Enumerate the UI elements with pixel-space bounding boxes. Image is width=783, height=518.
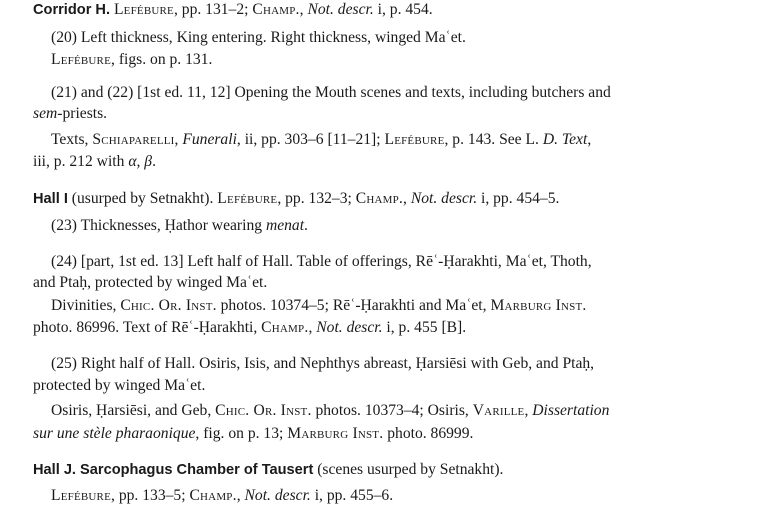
corridor-h-heading [33,0,433,20]
publication-title: sur une stèle pharaonique [33,425,196,442]
scene-text: and Ptaḥ, protected by winged Maʿet. [33,274,268,291]
scene-25-refs-cont [33,424,473,444]
author: Lefébure [384,131,445,148]
ref-text: , [299,1,308,18]
author: Champ. [189,487,237,504]
scene-21-22-refs [51,130,591,150]
ref-text: i, pp. 454–5. [477,190,560,207]
ref-text: Texts, [51,131,93,148]
ref-text: Osiris, Ḥarsiēsi, and Geb, [51,402,216,419]
ref-text: , [524,402,533,419]
publication-title: Not. descr. [307,1,374,18]
ref-text: photos. 10374–5; Rēʿ-Ḥarakhti and Maʿet, [216,297,491,314]
publication-title: D. Text [542,131,588,148]
scene-24 [51,252,592,272]
term: sem [33,105,58,122]
scene-20-refs [51,50,212,70]
author: Marburg Inst. [490,297,587,314]
ref-text: (scenes usurped by Setnakht). [313,461,504,478]
ref-text: , figs. on p. 131. [111,51,213,68]
publication-title: Not. descr. [316,319,383,336]
author: Lefébure [51,487,112,504]
scene-text: (23) Thicknesses, Ḥathor wearing [51,217,266,234]
ref-text: , pp. 133–5; [111,487,190,504]
author: Champ. [261,319,309,336]
scene-text: (25) Right half of Hall. Osiris, Isis, and Nephthys abreast, Ḥarsiēsi with Geb, and Ptaḥ, [51,355,595,372]
author: Schiaparelli [92,131,175,148]
scene-24-refs-cont [33,318,466,338]
scene-25-refs [51,401,609,421]
author: Lefébure [51,51,112,68]
ref-text: α, β [128,153,153,170]
author: Marburg Inst. [287,425,384,442]
scene-21-22-cont [33,104,107,124]
scene-21-22-refs-cont [33,152,156,172]
scene-25 [51,354,594,374]
ref-text: , fig. on p. 13; [195,425,288,442]
scene-24-refs [51,296,587,316]
ref-text: (usurped by Setnakht). [67,190,218,207]
ref-text: Divinities, [51,297,121,314]
ref-text: , ii, pp. 303–6 [11–21]; [236,131,385,148]
scene-text: (20) Left thickness, King entering. Right thickness, winged Maʿet. [51,29,466,46]
scene-text: protected by winged Maʿet. [33,377,206,394]
hall-j-heading [33,460,503,480]
section-title: Corridor H. [33,2,111,18]
ref-text: i, p. 454. [373,1,433,18]
publication-title: Not. descr. [410,190,478,207]
scene-text: . [304,217,308,234]
ref-text: iii, p. 212 with [33,153,129,170]
hall-i-heading [33,189,559,209]
ref-text: , p. 143. See L. [444,131,543,148]
scene-text: (24) [part, 1st ed. 13] Left half of Hall. Table of offerings, Rēʿ-Ḥarakhti, Maʿet, Thoth, [51,253,592,270]
author: Lefébure [217,190,278,207]
ref-text: , [587,131,592,148]
section-title: Hall J. Sarcophagus Chamber of Tausert [33,462,314,478]
ref-text: . [152,153,156,170]
term: menat [265,217,305,234]
scene-25-cont [33,376,205,396]
scene-20 [51,28,466,48]
ref-text: i, p. 455 [B]. [382,319,467,336]
ref-text: photo. 86996. Text of Rēʿ-Ḥarakhti, [33,319,262,336]
author: Champ. [355,190,404,207]
ref-text: , pp. 132–3; [277,190,356,207]
scene-text: (21) and (22) [1st ed. 11, 12] Opening the Mouth scenes and texts, including butchers and [51,84,611,101]
scene-21-22 [51,83,611,103]
ref-text: photos. 10373–4; Osiris, [311,402,473,419]
ref-text: photo. 86999. [383,425,474,442]
publication-title: Not. descr. [244,487,311,504]
author: Chic. Or. Inst. [120,297,217,314]
author: Lefébure [113,1,174,18]
author: Champ. [252,1,300,18]
ref-text: , [308,319,317,336]
publication-title: Funerali [182,131,237,148]
ref-text: , [174,131,183,148]
ref-text: i, pp. 455–6. [310,487,394,504]
scene-text: -priests. [57,105,108,122]
section-title: Hall I [33,191,68,207]
ref-text: , [403,190,411,207]
author: Chic. Or. Inst. [215,402,312,419]
author: Varille [472,402,525,419]
scene-24-cont [33,273,267,293]
scene-23 [51,216,308,236]
ref-text: , [236,487,245,504]
hall-j-refs [51,486,393,506]
ref-text: , pp. 131–2; [173,1,253,18]
publication-title: Dissertation [532,402,610,419]
